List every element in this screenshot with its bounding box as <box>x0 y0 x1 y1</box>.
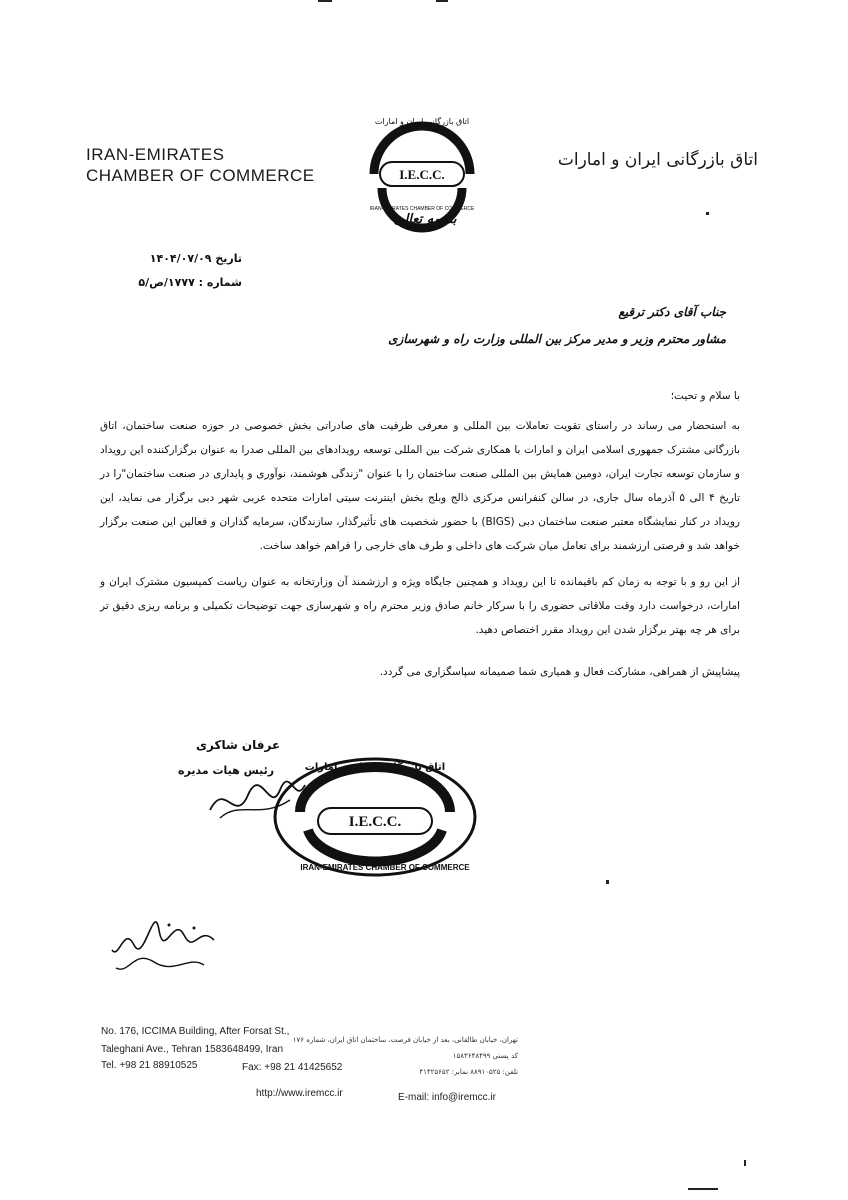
letter-closing: پیشاپیش از همراهی، مشارکت فعال و همیاری شما صمیمانه سپاسگزاری می گردد. <box>379 666 740 678</box>
signatory-title: رئیس هیات مدیره <box>178 764 275 777</box>
footer-tel: Tel. +98 21 88910525 <box>101 1060 198 1071</box>
letter-number: شماره : ۱۷۷۷/ص/۵ <box>138 276 242 289</box>
letter-paragraph-1: به استحضار می رساند در راستای تقویت تعاملات بین المللی و معرفی ظرفیت های صادراتی بخش خصوصی در حوزه صنعت ساختمان، اتاق بازرگانی مشترک جمهوری اسلامی ایران و امارات با همکاری شرکت بین المللی توسعه رویدادهای بین المللی صدرا به عنوان برگزارکننده این رویداد و سازمان توسعه تجارت ایران، دومین همایش بین المللی صنعت ساختمان را با عنوان "زندگی هوشمند، نوآوری و پایداری در صنعت ساختمان"را در تاریخ ۴ الی ۵ آذرماه سال جاری، در سالن کنفرانس مرکزی ذالج وبلج بخش اینترنت سیتی امارات متحده عربی شهر دبی برگزار می نماید، این رویداد در کنار نمایشگاه معتبر صنعت ساختمان دبی (BIGS) با حضور شخصیت های تأثیرگذار، سازندگان، سرمایه گذاران و فعالین این صنعت برگزار خواهد شد و فرصتی ارزشمند برای تعامل میان شرکت های داخلی و طرف های خارجی را فراهم خواهد ساخت. <box>100 420 741 552</box>
stamp-arc-top: اتاق بازرگانی ایران و امارات <box>304 762 446 773</box>
scan-mark <box>688 1188 718 1190</box>
scan-mark <box>606 880 609 884</box>
persian-org-name: اتاق بازرگانی ایران و امارات <box>557 150 758 170</box>
letter-date: تاریخ ۱۴۰۴/۰۷/۰۹ <box>149 252 242 265</box>
stamp-text: I.E.C.C. <box>348 814 402 830</box>
english-org-name-line1: IRAN-EMIRATES <box>86 145 225 164</box>
english-org-name <box>86 144 315 186</box>
footer-address-line1: No. 176, ICCIMA Building, After Forsat St., <box>101 1026 290 1037</box>
stamp-arc-bottom: IRAN-EMIRATES CHAMBER OF COMMERCE <box>300 863 470 872</box>
footer-fa-postal: کد پستی ۱۵۸۳۶۴۸۴۹۹ <box>452 1052 518 1060</box>
scan-mark <box>318 0 332 2</box>
logo-arc-bottom: IRAN-EMIRATES CHAMBER OF COMMERCE <box>369 206 475 212</box>
recipient-title: مشاور محترم وزیر و مدیر مرکز بین المللی وزارت راه و شهرسازی <box>388 332 726 346</box>
handwritten-note <box>104 920 224 990</box>
footer-fa-address: تهران، خیابان طالقانی، بعد از خیابان فرصت، ساختمان اتاق ایران، شماره ۱۷۶ <box>292 1036 518 1044</box>
footer-fa-phone: تلفن: ۸۸۹۱۰۵۲۵ نمابر: ۴۱۴۲۵۶۵۲ <box>419 1068 518 1076</box>
signatory-name: عرفان شاکری <box>196 738 281 752</box>
letter-body <box>100 384 740 648</box>
logo-arc-top: اتاق بازرگانی ایران و امارات <box>374 117 470 126</box>
scan-mark <box>706 212 709 215</box>
signature-scribble <box>200 770 310 830</box>
logo-text: I.E.C.C. <box>399 167 445 182</box>
scan-mark <box>436 0 448 2</box>
bismillah: بسمه تعالی <box>393 212 457 227</box>
footer-website[interactable]: http://www.iremcc.ir <box>256 1088 343 1099</box>
english-org-name-line2: CHAMBER OF COMMERCE <box>86 166 315 185</box>
recipient-name: جناب آقای دکتر ترقیع <box>618 305 726 319</box>
footer-address-line2: Taleghani Ave., Tehran 1583648499, Iran <box>101 1044 284 1055</box>
letter-greeting: با سلام و تحیت؛ <box>670 390 740 402</box>
letter-paragraph-2: از این رو و با توجه به زمان کم باقیمانده تا این رویداد و همچنین جایگاه ویژه و ارزشمند آن وزارتخانه به عنوان ریاست کمیسیون مشترک ایران و امارات، درخواست دارد وقت ملاقاتی حضوری را با سرکار خانم صادق وزیر محترم راه و شهرسازی جهت توضیحات تکمیلی و برنامه ریزی دقیق تر برای هر چه بهتر برگزار شدن این رویداد مقرر اختصاص دهید. <box>100 576 740 636</box>
footer-email[interactable]: E-mail: info@iremcc.ir <box>398 1092 496 1103</box>
scan-mark <box>744 1160 746 1166</box>
footer-fax: Fax: +98 21 41425652 <box>242 1062 343 1073</box>
